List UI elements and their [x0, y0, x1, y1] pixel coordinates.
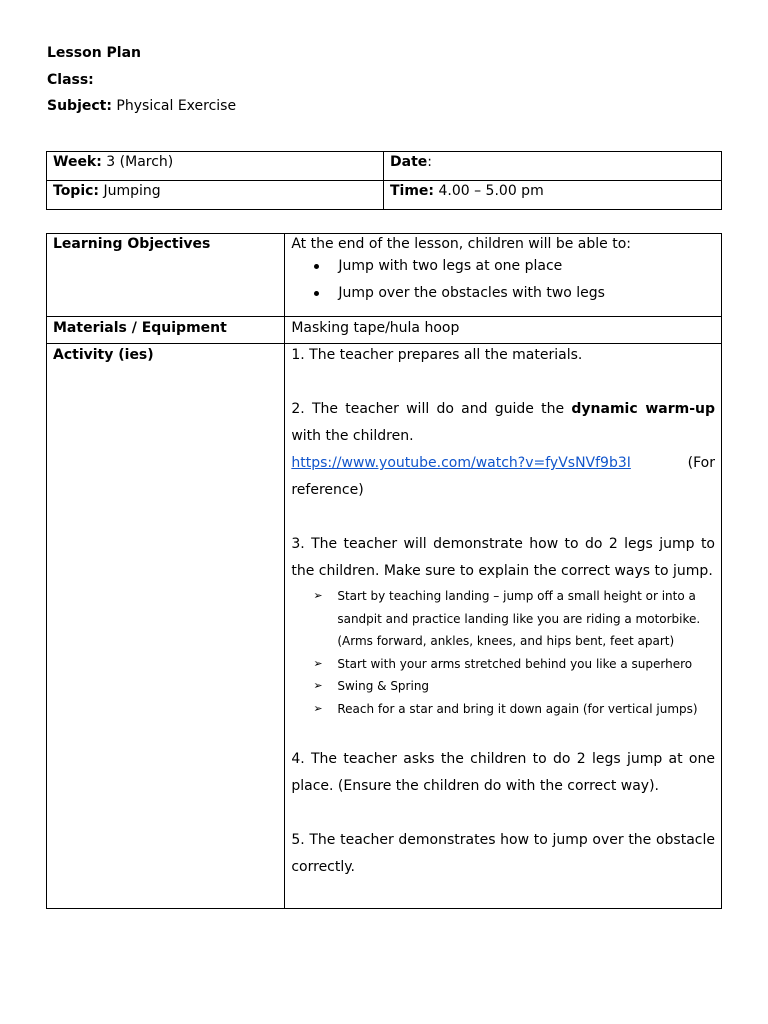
activity-step-5: 5. The teacher demonstrates how to jump over the obstacle correctly.	[291, 832, 715, 875]
list-item	[291, 280, 715, 307]
arrow-bullet-icon: ➢	[313, 656, 323, 670]
date-cell	[384, 152, 722, 181]
activity-label: Activity (ies)	[53, 347, 154, 363]
arrow-bullet-icon: ➢	[313, 679, 323, 692]
list-item	[291, 698, 715, 721]
jump-tips-list	[291, 585, 715, 720]
subject-value: Physical Exercise	[111, 98, 237, 114]
objectives-label-cell	[47, 234, 285, 317]
objectives-row	[47, 234, 722, 317]
list-item	[291, 253, 715, 280]
objectives-list	[291, 253, 715, 307]
topic-cell	[47, 181, 384, 210]
info-table	[46, 151, 722, 210]
tip-text: Start with your arms stretched behind you like a superhero	[337, 656, 693, 671]
objective-text: Jump over the obstacles with two legs	[338, 285, 605, 301]
reference-open: (For	[687, 455, 715, 471]
arrow-bullet-icon: ➢	[313, 701, 323, 715]
time-label: Time:	[390, 183, 435, 199]
activity-content-cell	[285, 344, 722, 909]
activity-step-1: 1. The teacher prepares all the materials.	[291, 347, 583, 363]
time-cell	[384, 181, 722, 210]
list-item	[291, 653, 715, 676]
materials-label-cell	[47, 317, 285, 344]
date-colon: :	[427, 154, 432, 170]
objective-text: Jump with two legs at one place	[338, 258, 563, 274]
subject-line	[47, 97, 236, 115]
lesson-table	[46, 233, 722, 909]
materials-value: Masking tape/hula hoop	[291, 320, 460, 336]
materials-row	[47, 317, 722, 344]
materials-content-cell	[285, 317, 722, 344]
info-row-2	[47, 181, 722, 210]
date-label: Date	[390, 154, 428, 170]
step-2-bold: dynamic warm-up	[571, 401, 715, 417]
week-label: Week:	[53, 154, 102, 170]
step-2-prefix: 2. The teacher will do and guide the	[291, 401, 572, 417]
materials-label: Materials / Equipment	[53, 320, 227, 336]
reference-close: reference)	[291, 482, 364, 498]
arrow-bullet-icon: ➢	[313, 589, 323, 602]
objectives-content-cell	[285, 234, 722, 317]
objectives-label: Learning Objectives	[53, 236, 211, 252]
class-label: Class:	[47, 72, 94, 88]
topic-label: Topic:	[53, 183, 100, 199]
step-2-suffix: with the children.	[291, 428, 414, 444]
tip-text: Reach for a star and bring it down again (for vertical jumps)	[337, 701, 698, 716]
activity-step-2	[291, 396, 715, 450]
list-item	[291, 585, 715, 653]
bullet-icon	[314, 264, 319, 269]
activity-step-4: 4. The teacher asks the children to do 2 legs jump at one place. (Ensure the children do with the correct way).	[291, 751, 715, 794]
bullet-icon	[314, 291, 319, 296]
activity-step-3: 3. The teacher will demonstrate how to do 2 legs jump to the children. Make sure to explain the correct ways to jump.	[291, 536, 715, 579]
list-item	[291, 675, 715, 698]
time-value: 4.00 – 5.00 pm	[434, 183, 544, 199]
topic-value: Jumping	[99, 183, 161, 199]
subject-label: Subject:	[47, 98, 112, 114]
reference-line	[291, 450, 715, 477]
document-title: Lesson Plan	[47, 45, 142, 61]
objectives-intro: At the end of the lesson, children will be able to:	[291, 236, 631, 252]
info-row-1	[47, 152, 722, 181]
warmup-video-link[interactable]: https://www.youtube.com/watch?v=fyVsNVf9b3I	[291, 455, 631, 471]
activity-label-cell	[47, 344, 285, 909]
tip-text: Start by teaching landing – jump off a small height or into a sandpit and practice landing like you are riding a motorbike. (Arms forward, ankles, knees, and hips bent, feet apart)	[337, 589, 701, 648]
week-value: 3 (March)	[101, 154, 174, 170]
activity-row	[47, 344, 722, 909]
week-cell	[47, 152, 384, 181]
tip-text: Swing & Spring	[337, 679, 430, 693]
